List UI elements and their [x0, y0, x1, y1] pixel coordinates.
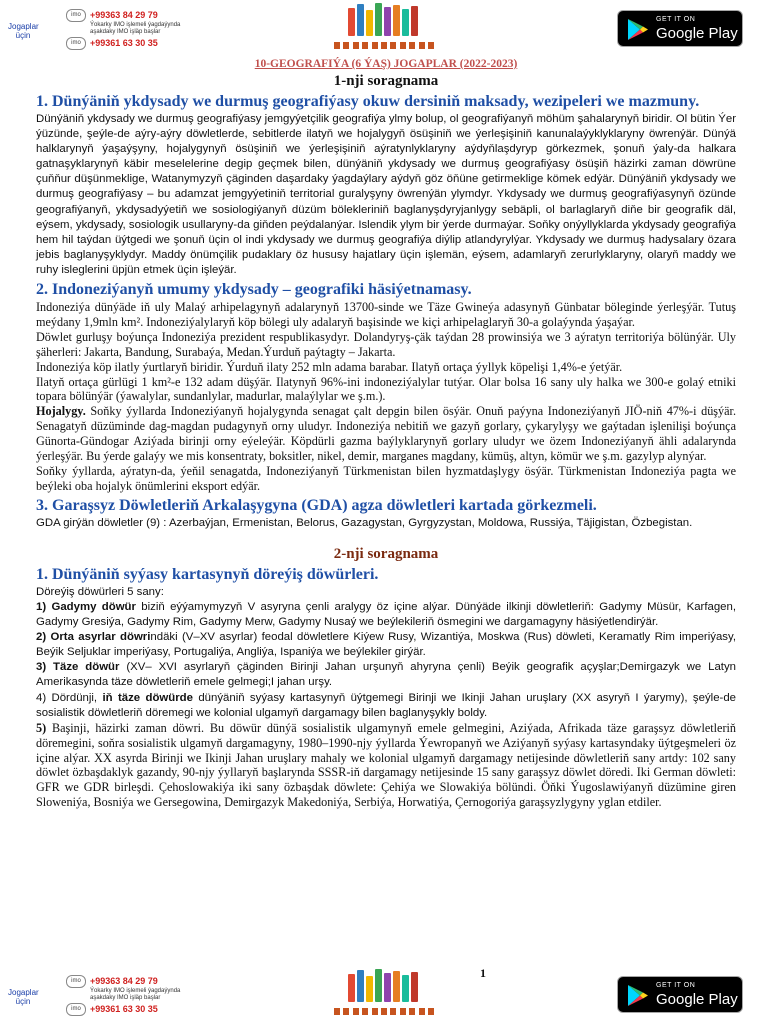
google-play-icon [627, 984, 649, 1007]
section-heading-1: 1-nji soragnama [333, 73, 439, 89]
answer-paragraph: Ilatyň ortaça gürlügi 1 km²-e 132 adam düşýär. Ilatynyň 96%-ini indoneziýalylar tutýar. Olar bolsa 16 sany uly halka we 300-e golaý etniki topara bölünýär (ýawalylar, sundanlylar, madurlar, malaýlylar we ş.m.). [36, 374, 736, 404]
books-logo-icon [334, 4, 434, 50]
answer-paragraph: Indoneziýa dünýäde iň uly Malaý arhipelagynyň adalarynyň 13700-sinde we Täze Gwineýa adasynyň Günbatar böleginde ýerleşýär. Tutuş meýdany 1,9mln km². Indoneziýalylaryň köp bölegi uly adalaryň başisinde we kiçi arhipelaglaryň 30-a golaýynda ýaşaýar. [36, 300, 736, 329]
imo-icon: imo [66, 37, 86, 50]
google-play-badge[interactable]: GET IT ON Google Play [617, 10, 743, 47]
answer-paragraph: Indoneziýa köp ilatly ýurtlaryň biridir. Ýurduň ilaty 252 mln adama barabar. Ilatyň ortaça ýyllyk köpelişi 1,4%-e ýetýär. [36, 359, 623, 374]
answer-paragraph: 4) Dördünji, iň täze döwürde dünýäniň syýasy kartasynyň üýtgemegi Birinji we Ikinji Jahan uruşlary (XX asyryň I ýarymy), şeýle-de sosialistik döwletleriň döremegi we kolonial ulgamyň dargamagy bilen baglanyşykly boldy. [36, 691, 736, 719]
question-heading: 2. Indoneziýanyň umumy ykdysady – geografiki häsiýetnamasy. [36, 281, 472, 299]
answer-paragraph: Dünýäniň ykdysady we durmuş geografiýasy jemgyýetçilik geografiýa ylmy bolup, ol geografiýanyň möhüm şahalarynyň biridir. Ol bütin Ýer ýüzünde, şeýle-de aýry-aýry döwletlerde, sebitlerde ilatyň we hojalygyň ösüşiniň we ýerleşişiniň kanunalaýyklyklaryny öwrenýär. Dünýä halklarynyň ýaşaýşyny, hojalygynyň ösüşiniň we ýerleşişiniň aýratynlyklaryny aýdyňlaşdyryp görkezmek, şonuň ýaly-da halkara gatnaşyklarynyň käbir meselelerine degip geçmek bilen, dünýäniň ykdysady we durmuş geografiýasy ösüşiň häzirki zaman döwrüne çuňňur düşünmeklige, Watanymyzyň çäginden daşardaky ýagdaýlary aýdyň göz öňüne getirmeklige kömek edýär. Dünýäniň ykdysady we durmuş geografiýasy – bu adamzat jemgyýetiniň territorial guralyşyny öwrenýän ylymdyr. Ykdysady we durmuş geografiýasynyň özünde geografiýanyň, ykdysadyýetiň we sosiologiýanyň düzüm bölekleriniň baglanyşdyryjanlygy sebäpli, ol barlaglaryň diňe bir geografik däl, eýsem, ykdysady, sosiologik usullaryny-da giňden peýdalanýar. Islendik ylym bir ýerde durmaýar. Soňky onýyllyklarda ykdysady geografiýa hem hil taýdan üýtgedi we şonuň üçin ol indi ykdysady we durmuş geografiýa diýlip atlandyrylýar. Ykdysady we durmuş hadysalary özara jebis baglanyşyklydyr. Maddy önümçilik pudaklary öz hususy hajatlary üçin işlemän, eýsem, adamlaryň zerurlyklaryny, olaryň maddy we ruhy isleglerini üpjün etmek üçin işleýär. [36, 113, 736, 276]
imo-note-1: Ýokarky IMO işlemeli ýagdaýynda [90, 988, 181, 994]
imo-icon: imo [66, 1003, 86, 1016]
imo-note-2: aşakdaky IMO işläp başlar [90, 29, 161, 35]
answer-paragraph: 5) Başinji, häzirki zaman döwri. Bu döwür dünýä sosialistik ulgamynyň emele gelmegini, Aziýada, Afrikada täze garaşsyz döwletleriň döremegini, soňra sosialistik ulgamyň dargamagyny, 1980–1990-njy ýyllarda Ýewropanyň we Aziýanyň syýasy kartasyndaky üýtgeşmeleri öz içine alýar. XX asyrda Birinji we Ikinji Jahan uruşlary mahaly we kolonial ulgamyň dargamagy netijesinde döwletleriň sany artdy: 102 sany döwlet özbaşdaklyk gazandy, 90-njy ýyllaryň başlarynda SSSR-iň dargamagy netijesinde 15 sany garaşsyz döwlet döredi. Iki German döwleti: GFR we GDR birleşdi. Çehoslowakiýa iki sany özbaşdak döwlete: Çehiýa we Slowakiýa bölündi. Öňki Ýugoslawiýanyň düzümine giren Sloweniýa, Bosniýa we Gersegowina, Demirgazyk Makedoniýa, Serbiýa, Horwatiýa, Çernogoriýa garaşsyzlygyny yglan etdiler. [36, 720, 736, 810]
imo-note-2: aşakdaky IMO işläp başlar [90, 995, 161, 1001]
contacts-block [66, 8, 246, 50]
document-body [36, 56, 736, 810]
answer-paragraph: GDA girýän döwletler (9) : Azerbaýjan, Ermenistan, Belorus, Gazagystan, Gyrgyzystan, Moldowa, Russiýa, Täjigistan, Özbegistan. [36, 516, 693, 529]
phone-primary[interactable]: +99363 84 29 79 [90, 10, 158, 20]
page-footer [0, 966, 768, 1020]
answer-paragraph: 2) Orta asyrlar döwrindäki (V–XV asyrlar) feodal döwletlere Kiýew Rusy, Wizantiýa, Moskwa (Rus) döwleti, Keramatly Rim imperiýasy, Beýik Seljuklar imperiýasy, Portugaliýa, Angliýa, Ispaniýa we beýlekiler girýär. [36, 631, 736, 659]
google-play-icon [627, 18, 649, 41]
page-header [0, 0, 768, 54]
answer-paragraph: Döwlet gurluşy boýunça Indoneziýa prezident respublikasydyr. Dolandyryş-çäk taýdan 28 prowinsiýa we 3 aýratyn territoriýa bölünýär. Uly şäherleri: Jakarta, Bandung, Surabaýa, Medan.Ýurduň paýtagty – Jakarta. [36, 329, 736, 359]
answer-paragraph: Soňky ýyllarda, aýratyn-da, ýeňil senagatda, Indoneziýanyň Türkmenistan bilen hyzmatdaşlygy ösýär. Türkmenistan Indoneziýa pagta we beýleki oba hojalyk önümlerini eksport edýär. [36, 464, 736, 493]
imo-note-1: Ýokarky IMO işlemeli ýagdaýynda [90, 22, 181, 28]
imo-icon: imo [66, 975, 86, 988]
section-heading-2: 2-nji soragnama [333, 545, 439, 562]
brand-label: Jogaplar üçin [8, 988, 39, 1006]
question-heading: 1. Dünýäniň ykdysady we durmuş geografiýasy okuw dersiniň maksady, wezipeleri we mazmuny. [36, 93, 700, 110]
answer-paragraph: 1) Gadymy döwür biziň eýýamymyzyň V asyryna çenli aralygy öz içine alýar. Dünýäde ilkinji döwletleriň: Gadymy Müsür, Karfagen, Gadymy Gresiýa, Gadymy Rim, Gadymy Merw, Gadymy Nusaý we beýlekileriň ösmegini we dargamagyny häsiýetlendirýär. [36, 601, 736, 629]
contacts-block [66, 974, 246, 1016]
phone-secondary[interactable]: +99361 63 30 35 [90, 1004, 158, 1014]
page-number: 1 [480, 966, 486, 980]
question-heading: 3. Garaşsyz Döwletleriň Arkalaşygyna (GDA) agza döwletleri kartada görkezmeli. [36, 496, 597, 514]
imo-icon: imo [66, 9, 86, 22]
answer-paragraph: Hojalygy. Soňky ýyllarda Indoneziýanyň hojalygynda senagat çalt depgin bilen ösýär. Onuň paýyna Indoneziýanyň JIÖ-niň 47%-i düşýär. Senagatyň düzüminde dag-magdan pudagynyň orny uludyr. Indoneziýa nebitiň we gazyň gorlary, çykarylyşy we gaýtadan işlenilişi boýunça Günorta-Gündogar Aziýada birinji orny eýeleýär. Köpdürli gazma baýlyklarynyň gorlary uludyr we özem Indoneziýanyň ähli adalarynda ýerleşýär. Bu ýerde galaýy we mis konsentraty, boksitler, nikel, demir, marganes magdany, kümüş, altyn, kömür we ş.m. gazylyp alynýar. [36, 404, 736, 464]
document-title: 10-GEOGRAFIÝA (6 ÝAŞ) JOGAPLAR (2022-2023) [254, 58, 518, 70]
books-logo-icon [334, 970, 434, 1016]
brand-label: Jogaplar üçin [8, 22, 39, 40]
google-play-badge[interactable]: GET IT ON Google Play [617, 976, 743, 1013]
phone-secondary[interactable]: +99361 63 30 35 [90, 38, 158, 48]
question-heading: 1. Dünýäniň syýasy kartasynyň döreýiş döwürleri. [36, 565, 379, 583]
phone-primary[interactable]: +99363 84 29 79 [90, 976, 158, 986]
answer-paragraph: Döreýiş döwürleri 5 sany: [36, 585, 164, 598]
answer-paragraph: 3) Täze döwür (XV– XVI asyrlaryň çäginden Birinji Jahan urşunyň ahyryna çenli) Beýik geografik açyşlar;Demirgazyk we Latyn Amerikasynda täze döwletleriň emele gelmegi;I jahan urşy. [36, 661, 737, 689]
